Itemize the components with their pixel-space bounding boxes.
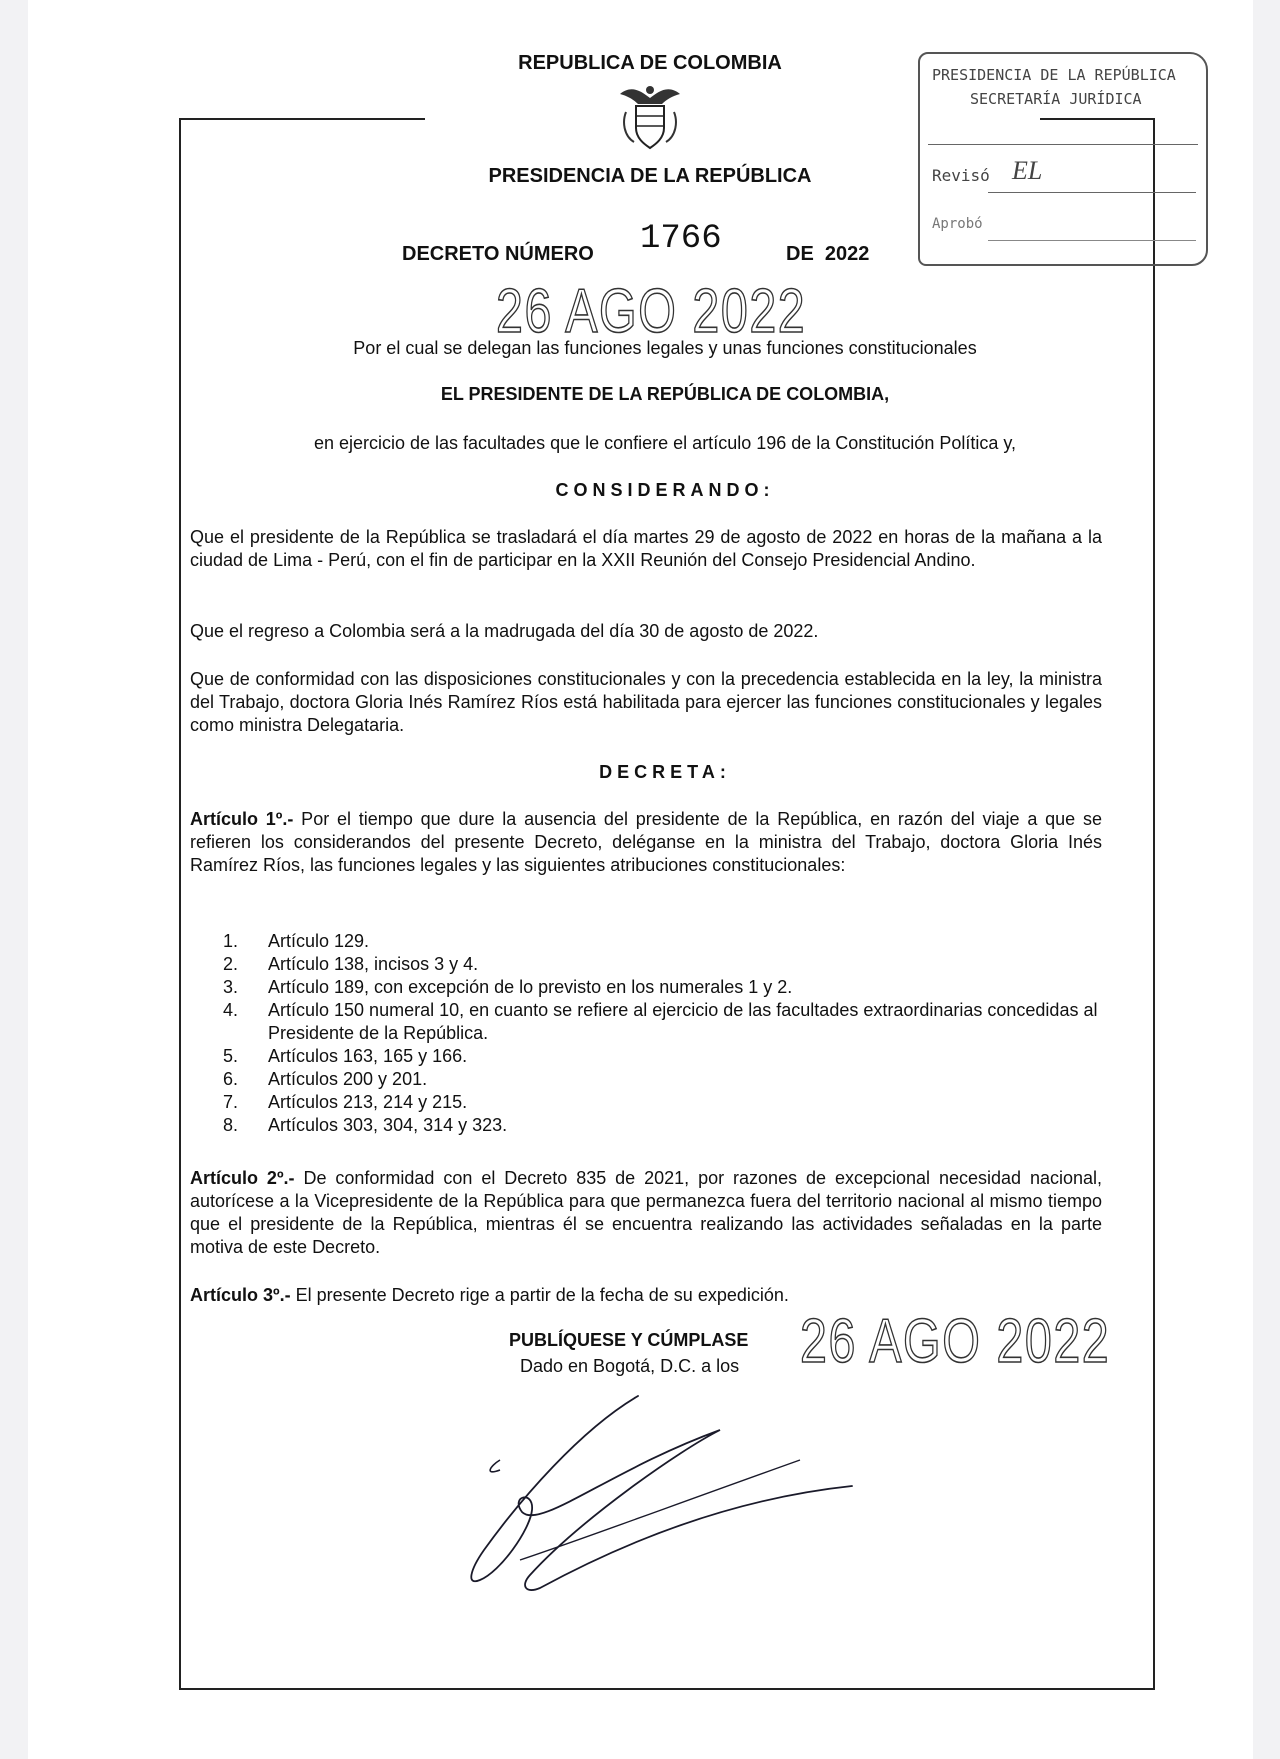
article-2-label: Artículo 2º.-: [190, 1168, 295, 1188]
stamp-line-2: SECRETARÍA JURÍDICA: [970, 90, 1142, 108]
list-item: 5. Artículos 163, 165 y 166.: [223, 1046, 468, 1066]
given-clause: Dado en Bogotá, D.C. a los: [520, 1356, 740, 1376]
article-2: [190, 1167, 1102, 1259]
considerando-paragraph-1: Que el presidente de la República se trasladará el día martes 29 de agosto de 2022 en horas de la mañana a la ciudad de Lima - Perú, con el fin de participar en la XXII Reunión del Consejo Presidencial Andino.: [190, 527, 1102, 570]
issuing-authority: EL PRESIDENTE DE LA REPÚBLICA DE COLOMBIA,: [440, 384, 890, 404]
publish-clause: PUBLÍQUESE Y CÚMPLASE: [509, 1330, 749, 1350]
date-stamp-top: 26 AGO 2022: [496, 277, 807, 346]
president-signature: [460, 1390, 880, 1610]
article-1: [190, 808, 1102, 877]
list-item: 2. Artículo 138, incisos 3 y 4.: [223, 954, 479, 974]
office-heading: PRESIDENCIA DE LA REPÚBLICA: [488, 165, 812, 187]
considerando-paragraph-2: Que el regreso a Colombia será a la madrugada del día 30 de agosto de 2022.: [190, 621, 819, 641]
date-stamp-bottom: 26 AGO 2022: [800, 1307, 1111, 1376]
decree-subject: Por el cual se delegan las funciones legales y unas funciones constitucionales: [353, 338, 977, 358]
decree-year: DE 2022: [786, 243, 870, 265]
article-3-text: El presente Decreto rige a partir de la fecha de su expedición.: [290, 1285, 789, 1305]
decreta-title: DECRETA:: [599, 762, 731, 782]
faculties-clause: en ejercicio de las facultades que le confiere el artículo 196 de la Constitución Política y,: [313, 433, 1017, 453]
article-2-text: De conformidad con el Decreto 835 de 2021, por razones de excepcional necesidad nacional, autorícese a la Vicepresidente de la República para que permanezca fuera del territorio nacional al mismo tiempo que el presidente de la República, mientras él se encuentra realizando las actividades señaladas en la parte motiva de este Decreto.: [190, 1168, 1102, 1257]
decree-number: 1766: [640, 220, 722, 258]
considerando-paragraph-3: Que de conformidad con las disposiciones constitucionales y con la precedencia establecida en la ley, la ministra del Trabajo, doctora Gloria Inés Ramírez Ríos está habilitada para ejercer las funciones constitucionales y legales como ministra Delegataria.: [190, 669, 1102, 735]
stamp-aprobo-line: [988, 240, 1196, 241]
considerando-title: CONSIDERANDO:: [555, 480, 775, 500]
review-stamp: [918, 52, 1208, 266]
stamp-divider: [928, 144, 1198, 145]
stamp-reviso-line: [988, 192, 1196, 193]
frame-top-rule-left: [179, 118, 425, 120]
article-3-label: Artículo 3º.-: [190, 1285, 291, 1305]
list-item: 3. Artículo 189, con excepción de lo previsto en los numerales 1 y 2.: [223, 977, 793, 997]
list-item: 1. Artículo 129.: [223, 931, 370, 951]
stamp-reviso-label: Revisó: [932, 166, 990, 185]
list-item: 7. Artículos 213, 214 y 215.: [223, 1092, 468, 1112]
list-item: 4. Artículo 150 numeral 10, en cuanto se refiere al ejercicio de las facultades extraordinarias concedidas al Presidente de la República.: [223, 1000, 1098, 1043]
stamp-reviso-initials: EL: [1012, 156, 1043, 185]
article-3: [190, 1284, 1102, 1307]
coat-of-arms-icon: [612, 82, 688, 152]
constitutional-articles-list: [190, 930, 1102, 1137]
list-item: 8. Artículos 303, 304, 314 y 323.: [223, 1115, 508, 1135]
list-item: 6. Artículos 200 y 201.: [223, 1069, 428, 1089]
country-heading: REPUBLICA DE COLOMBIA: [518, 52, 782, 74]
stamp-aprobo-label: Aprobó: [932, 216, 983, 232]
stamp-line-1: PRESIDENCIA DE LA REPÚBLICA: [932, 66, 1176, 84]
decree-label: DECRETO NÚMERO: [402, 243, 594, 265]
article-1-text: Por el tiempo que dure la ausencia del presidente de la República, en razón del viaje a que se refieren los considerandos del presente Decreto, deléganse en la ministra del Trabajo, doctora Gloria Inés Ramírez Ríos, las funciones legales y las siguientes atribuciones constitucionales:: [190, 809, 1102, 875]
article-1-label: Artículo 1º.-: [190, 809, 294, 829]
